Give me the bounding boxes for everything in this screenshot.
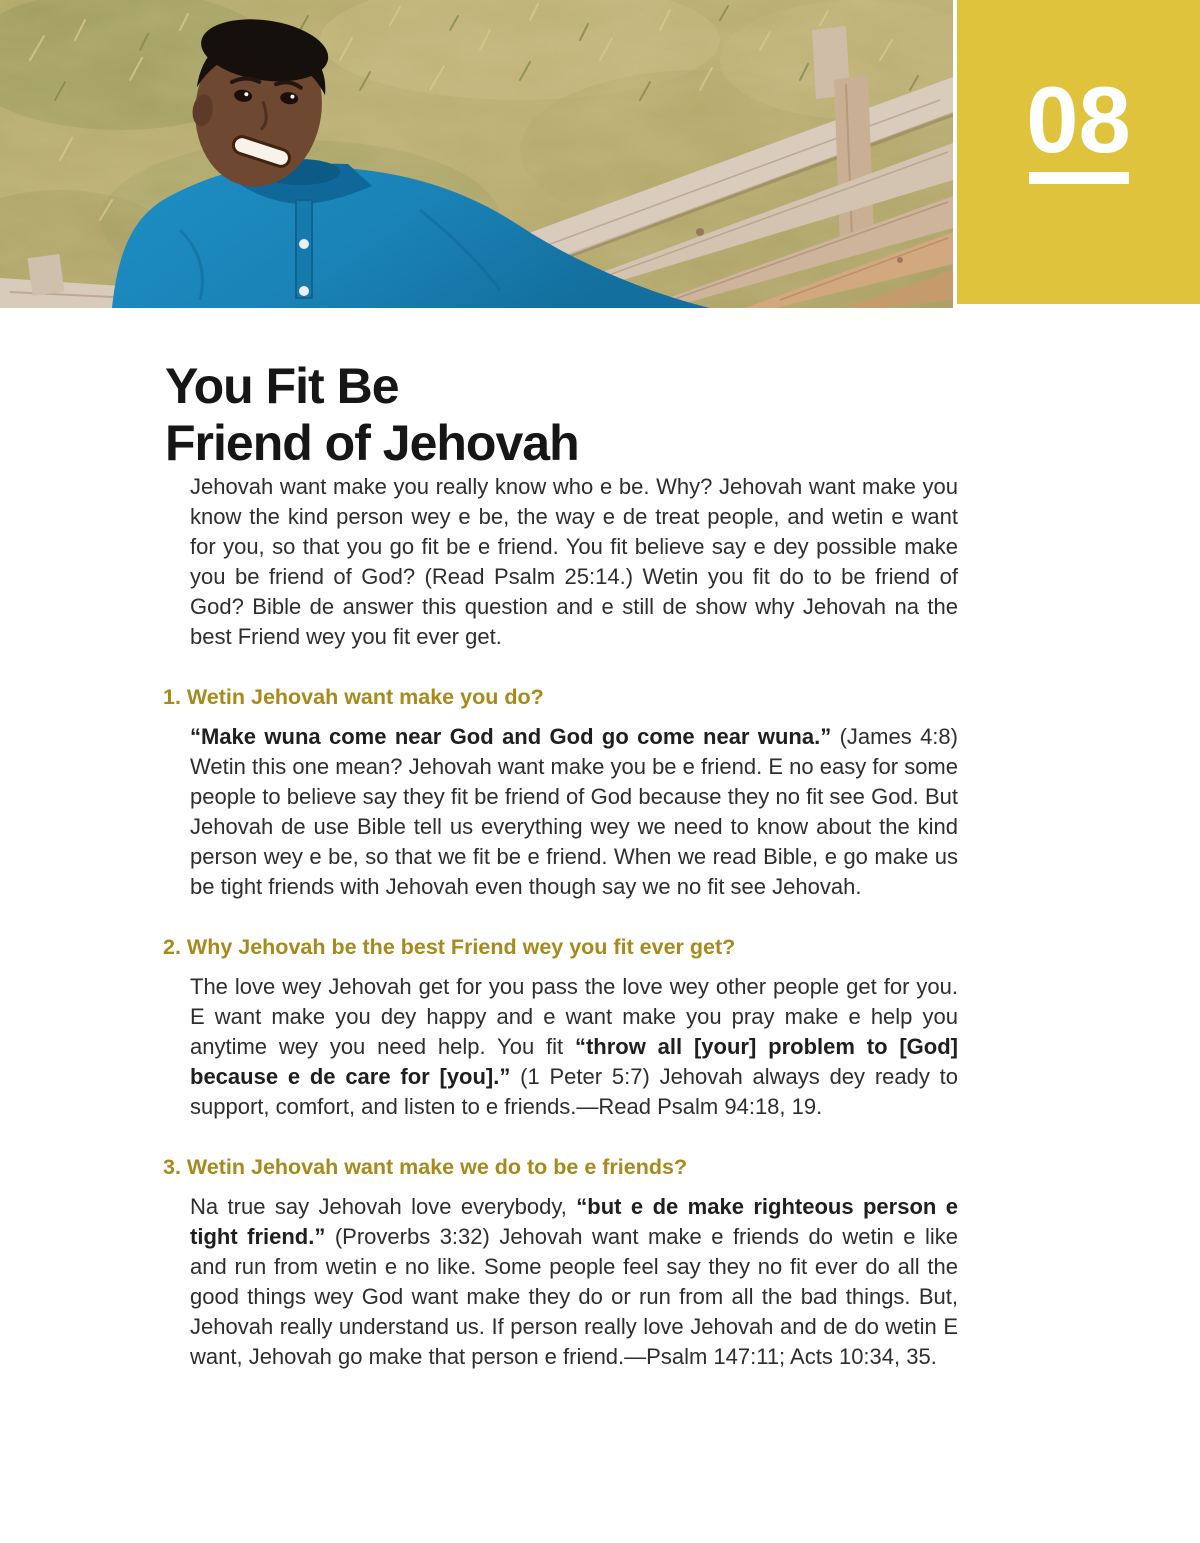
- page-header: [0, 0, 1200, 308]
- paragraph-text: Na true say Jehovah love everybody,: [190, 1194, 577, 1219]
- question-heading-1: 1. Wetin Jehovah want make you do?: [163, 685, 544, 709]
- section-paragraph-3: [190, 1192, 958, 1372]
- page-title: [165, 358, 1200, 472]
- lesson-content: [163, 472, 958, 1372]
- section-paragraph-2: [190, 972, 958, 1122]
- intro-paragraph: Jehovah want make you really know who e be. Why? Jehovah want make you know the kind person wey e be, the way e de treat people, and wetin e want for you, so that you go fit be e friend. You fit believe say e dey possible make you be friend of God? (Read Psalm 25:14.) Wetin you fit do to be friend of God? Bible de answer this question and e still de show why Jehovah na the best Friend wey you fit ever get.: [190, 474, 958, 649]
- paragraph-text: The love wey Jehovah get for you pass the love wey other people get for you. E want make you dey happy and e want make you pray make e help you anytime wey you need help. You fit: [190, 974, 958, 1059]
- paragraph-text: (1 Peter 5:7) Jehovah always dey ready to support, comfort, and listen to e friends.—Read Psalm 94:18, 19.: [190, 1064, 958, 1119]
- lesson-number-badge: [957, 0, 1200, 304]
- lesson-number-underline: [1029, 172, 1129, 184]
- section-2: [163, 934, 958, 1122]
- scripture-quote-bold: “throw all [your] problem to [God] because e de care for [you].”: [190, 1034, 958, 1089]
- scripture-quote-bold: “Make wuna come near God and God go come near wuna.”: [190, 724, 832, 749]
- section-3: [163, 1154, 958, 1372]
- scripture-quote-bold: “but e de make righteous person e tight friend.”: [190, 1194, 958, 1249]
- lesson-number: 08: [1026, 67, 1131, 172]
- title-line-1: You Fit Be: [165, 358, 399, 414]
- paragraph-text: (James 4:8) Wetin this one mean? Jehovah want make you be e friend. E no easy for some people to believe say they fit be friend of God because they no fit see God. But Jehovah de use Bible tell us everything wey we need to know about the kind person wey e be, so that we fit be e friend. When we read Bible, e go make us be tight friends with Jehovah even though say we no fit see Jehovah.: [190, 724, 958, 899]
- paragraph-text: (Proverbs 3:32) Jehovah want make e friends do wetin e like and run from wetin e no like. Some people feel say they no fit ever do all the good things wey God want make they do or run from all the bad things. But, Jehovah really understand us. If person really love Jehovah and de do wetin E want, Jehovah go make that person e friend.—Psalm 147:11; Acts 10:34, 35.: [190, 1224, 958, 1369]
- title-line-2: Friend of Jehovah: [165, 415, 579, 471]
- header-photo: [0, 0, 953, 308]
- question-heading-2: 2. Why Jehovah be the best Friend wey you fit ever get?: [163, 935, 736, 959]
- section-paragraph-1: [190, 722, 958, 902]
- question-heading-3: 3. Wetin Jehovah want make we do to be e friends?: [163, 1155, 688, 1179]
- header-photo-illustration: [0, 0, 953, 308]
- section-1: [163, 684, 958, 902]
